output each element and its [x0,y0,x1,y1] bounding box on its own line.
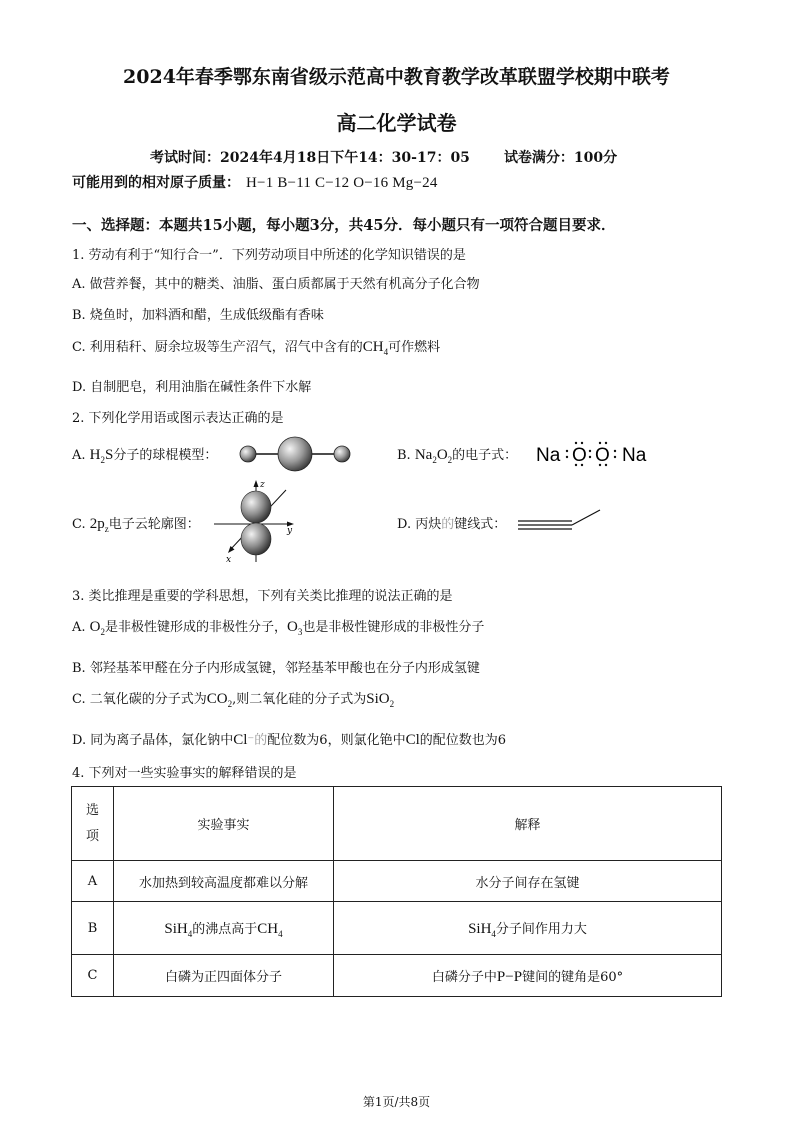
formula-o2 [90,619,105,635]
scan-artifact-glyph: 的 [441,517,455,532]
formula-sub: 2 [432,455,437,465]
q2-option-b [397,444,517,465]
formula-text: H [89,447,101,463]
formula-cl: Cl [405,732,420,748]
header-explain-cell: 解释 [334,787,722,861]
row-explain-text: 白磷分子中 [431,969,497,985]
atomic-mass-values: H−1 B−11 C−12 O−16 Mg−24 [246,175,438,191]
formula-cl: Cl [233,732,248,748]
formula-sub: 2 [447,455,453,465]
atomic-mass-label: 可能用到的相对原子质量： [72,175,240,191]
formula-sub: 2 [100,455,106,465]
row-fact: 水加热到较高温度都难以分解 [114,861,334,902]
row-fact: 白磷为正四面体分子 [114,955,334,997]
q1-option-c-text: C. 利用秸秆、厨余垃圾等生产沼气，沼气中含有的 [72,340,363,355]
formula-2pz [90,516,109,532]
row-explain-tail: 键间的键角是60° [522,969,624,985]
q3-option-d-mid: 配位数为6，则氯化铯中 [267,733,406,748]
q3-option-a-tail: 也是非极性键形成的非极性分子 [302,620,485,635]
q2-option-d-tail: 键线式： [454,517,507,532]
page-number: 第1页/共8页 [362,1095,431,1109]
row-fact-text: 的沸点高于 [192,921,258,937]
q1-option-a: A. 做营养餐，其中的糖类、油脂、蛋白质都属于天然有机高分子化合物 [72,277,480,292]
formula-text: CH [257,920,279,937]
o-symbol: O [595,445,610,466]
q3-option-b: B. 邻羟基苯甲醛在分子内形成氢键，邻羟基苯甲酸也在分子内形成氢键 [72,661,480,676]
formula-text: Na [414,447,433,463]
formula-sub: 4 [383,347,389,357]
formula-p-p-bond: P−P [496,968,523,985]
o-symbol: O [572,445,587,466]
q2-option-a [72,444,217,465]
scan-artifact-glyph: ⁻的 [247,733,268,748]
na-symbol: Na [536,445,561,466]
single-bond-line [572,510,600,525]
full-score: 试卷满分：100分 [503,150,618,166]
formula-sub: 3 [297,627,303,637]
formula-ch4 [363,339,388,355]
q3-stem: 3. 类比推理是重要的学科思想，下列有关类比推理的说法正确的是 [72,589,453,604]
z-label: z [260,480,265,490]
q1-option-c-tail: 可作燃料 [388,340,441,355]
formula-text: S [105,447,114,463]
q4-stem: 4. 下列对一些实验事实的解释错误的是 [72,766,297,781]
formula-na2o2 [415,447,452,463]
formula-text: SiO [366,691,390,707]
row-option: B [72,902,114,955]
q2-option-b-text: 的电子式： [452,448,518,463]
2pz-orbital-diagram [210,478,306,564]
orbital-lobe-lower [241,523,271,555]
formula-sub: 2 [227,699,233,709]
formula-text: O [436,447,448,463]
option-letter: A. [72,620,86,635]
exam-subtitle: 高二化学试卷 [336,111,457,135]
q3-option-a [72,616,484,637]
q2-option-a-text: 分子的球棍模型： [113,448,218,463]
header-fact-cell: 实验事实 [114,787,334,861]
q1-option-d: D. 自制肥皂，利用油脂在碱性条件下水解 [72,380,312,395]
row-fact [114,902,334,955]
q3-option-c [72,688,394,709]
row-option: A [72,861,114,902]
header-text: 选 [85,802,99,818]
q2-option-c-text: 电子云轮廓图： [108,517,200,532]
table-header-row [72,787,722,861]
q2-option-d [397,513,506,532]
na-symbol: Na [622,445,647,466]
formula-sub: 4 [187,928,193,939]
formula-text: O [89,619,101,635]
q1-stem: 1. 劳动有利于“知行合一”．下列劳动项目中所述的化学知识错误的是 [72,248,466,263]
formula-co2 [207,691,232,707]
formula-sub: z [104,524,109,534]
formula-text: CO [206,691,228,707]
q3-option-d-text: D. 同为离子晶体，氯化钠中 [72,733,234,748]
formula-sub: 4 [491,928,496,939]
formula-text: O [287,619,298,635]
q1-option-b: B. 烧鱼时，加料酒和醋，生成低级酯有香味 [72,308,324,323]
y-label: y [287,526,293,536]
formula-o3 [287,619,302,635]
option-letter: C. [72,517,86,532]
formula-text: SiH [468,920,492,937]
header-option-cell [72,787,114,861]
formula-sub: 4 [278,928,283,939]
formula-ch4 [257,921,282,937]
s-atom [278,437,312,471]
na2o2-electron-formula [536,440,656,470]
x-arrow [228,546,235,553]
q2-stem: 2. 下列化学用语或图示表达正确的是 [72,411,284,426]
q2-option-c [72,513,200,534]
formula-text: 2p [89,516,105,532]
row-explain [334,902,722,955]
table-row [72,861,722,902]
row-option: C [72,955,114,997]
q3-option-c-text: C. 二氧化碳的分子式为 [72,692,207,707]
z-arrow [254,480,259,487]
formula-h2s [90,447,114,463]
formula-sih4 [468,921,496,937]
h-atom [334,446,350,462]
exam-time: 考试时间：2024年4月18日下午14：30-17：05 [150,150,470,166]
formula-sih4 [164,921,192,937]
row-explain: 水分子间存在氢键 [334,861,722,902]
orbital-lobe-upper [241,491,271,523]
q2-option-d-text: D. 丙炔 [397,517,442,532]
table-row [72,955,722,997]
q4-table [71,786,722,997]
section-heading: 一、选择题：本题共15小题，每小题3分，共45分．每小题只有一项符合题目要求． [72,217,616,234]
formula-sub: 2 [389,699,395,709]
q3-option-d [72,729,506,749]
propyne-skeletal-formula [516,506,606,536]
header-text: 项 [85,828,99,844]
q1-option-c [72,336,440,357]
h2s-ball-stick-model [238,434,358,474]
x-label: x [226,555,232,565]
atomic-masses-line [72,172,438,192]
option-letter: B. [397,448,411,463]
formula-text: SiH [164,920,188,937]
h-atom [240,446,256,462]
row-explain [334,955,722,997]
formula-text: CH [362,339,384,355]
q3-option-a-text: 是非极性键形成的非极性分子， [105,620,288,635]
formula-sio2 [366,691,394,707]
formula-sub: 2 [100,627,106,637]
q3-option-c-mid: ,则二氧化硅的分子式为 [232,692,367,707]
row-explain-text: 分子间作用力大 [495,921,587,937]
table-row [72,902,722,955]
option-letter: A. [72,448,86,463]
exam-title: 2024年春季鄂东南省级示范高中教育教学改革联盟学校期中联考 [123,66,670,88]
q3-option-d-tail: 的配位数也为6 [419,733,507,748]
exam-meta [150,147,617,167]
